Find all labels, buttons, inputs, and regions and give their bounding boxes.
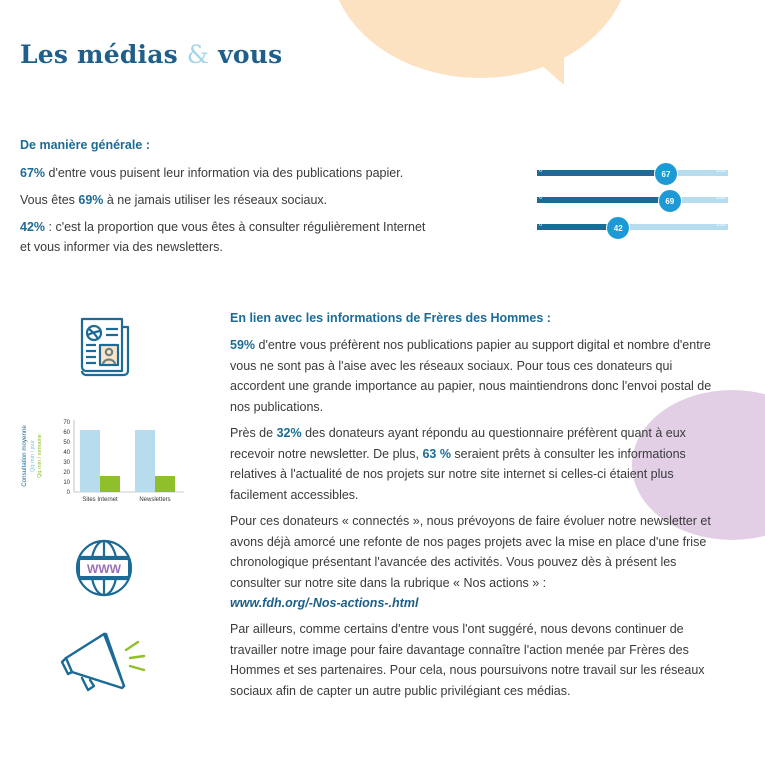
progress-slider <box>537 222 728 233</box>
stat-text: d'entre vous puisent leur information via des publications papier. <box>45 166 404 180</box>
consultation-bar-chart <box>18 412 188 512</box>
stat-number: 42% <box>20 220 46 234</box>
fdh-p2-number-2: 63 % <box>422 446 451 461</box>
bar-weekly <box>155 476 175 492</box>
slider-max-label: 100 <box>715 195 726 201</box>
slider-knob: 69 <box>658 189 682 213</box>
title-part-2: vous <box>218 40 283 69</box>
y-tick-label: 50 <box>63 440 70 446</box>
category-label: Sites Internet <box>82 497 118 503</box>
stat-text: à ne jamais utiliser les réseaux sociaux. <box>103 193 328 207</box>
y-tick-label: 10 <box>63 480 70 486</box>
stat-number: 67% <box>20 166 46 180</box>
chart-categories <box>82 497 170 503</box>
megaphone-icon <box>58 628 150 694</box>
www-globe-icon <box>73 537 135 599</box>
title-ampersand: & <box>186 40 210 69</box>
fdh-paragraph-2 <box>230 423 726 505</box>
chart-bars <box>80 430 175 492</box>
stat-text: : c'est la proportion que vous êtes à consulter régulièrement Internet <box>45 220 426 234</box>
y-tick-label: 30 <box>63 460 70 466</box>
slider-knob: 42 <box>606 216 630 240</box>
fdh-p3-text: Pour ces donateurs « connectés », nous prévoyons de faire évoluer notre newsletter et avons déjà amorcé une refonte de nos pages projets avec la mise en place d'une frise chronologique présentant l'avancée des activités. Vous pouvez dès à présent les consulter sur notre site dans la rubrique « Nos actions » : <box>230 514 711 590</box>
title-part-1: Les médias <box>20 40 178 69</box>
stat-line-2 <box>20 189 327 211</box>
fdh-p2-number-1: 32% <box>276 426 302 440</box>
slider-min-label: 0 <box>539 168 543 174</box>
slider-max-label: 100 <box>715 168 726 174</box>
y-tick-label: 60 <box>63 430 70 436</box>
newspaper-icon <box>72 313 136 379</box>
legend-entry-series-2b: Qq min / semaine <box>37 434 43 478</box>
chart-ticks <box>63 420 70 496</box>
y-tick-label: 0 <box>66 490 70 496</box>
speech-bubble-decoration-top <box>330 0 630 78</box>
fdh-p2-b: des donateurs ayant répondu au questionnaire préfèrent quant à eux recevoir notre newsletter. De plus, <box>230 426 686 461</box>
general-heading: De manière générale : <box>20 138 150 152</box>
stat-number: 69% <box>78 193 104 207</box>
bar-daily <box>135 430 155 492</box>
www-label: WWW <box>87 562 121 576</box>
slider-min-label: 0 <box>539 222 543 228</box>
slider-fill <box>537 170 665 176</box>
bar-daily <box>80 430 100 492</box>
slider-fill <box>537 224 617 230</box>
fdh-heading: En lien avec les informations de Frères des Hommes : <box>230 311 551 325</box>
fdh-p2-c: seraient prêts à consulter les informations relatives à l'actualité de nos projets sur notre site internet si celles-ci étaient plus facilement accessibles. <box>230 446 686 502</box>
fdh-p1-number: 59% <box>230 338 256 352</box>
nos-actions-link[interactable]: www.fdh.org/-Nos-actions-.html <box>230 596 419 610</box>
category-label: Newsletters <box>139 497 171 503</box>
fdh-paragraph-3 <box>230 511 726 614</box>
slider-knob: 67 <box>654 162 678 186</box>
progress-slider <box>537 168 728 179</box>
stat-line-3 <box>20 216 425 238</box>
speech-bubble-tail-decoration <box>530 55 564 85</box>
slider-max-label: 100 <box>715 222 726 228</box>
fdh-paragraph-1 <box>230 335 726 417</box>
y-tick-label: 20 <box>63 470 70 476</box>
progress-slider <box>537 195 728 206</box>
stat-prefix: Vous êtes <box>20 193 79 207</box>
stat-text: et vous informer via des newsletters. <box>20 240 223 254</box>
fdh-paragraph-4 <box>230 619 726 701</box>
slider-fill <box>537 197 669 203</box>
chart-ylabel: Consultation moyenne <box>21 425 28 487</box>
stat-line-3-continued <box>20 236 223 258</box>
fdh-p1-text: d'entre vous préfèrent nos publications papier au support digital et nombre d'entre vous ne sont pas à l'aise avec les réseaux sociaux. Pour tous ces donateurs qui accordent une grande importance au papier, nous maintiendrons donc l'envoi postal de nos publications. <box>230 338 712 414</box>
fdh-p4-text: Par ailleurs, comme certains d'entre vous l'ont suggéré, nous devons continuer de travailler notre image pour faire davantage connaître l'action menée par Frères des Hommes et ses partenaires. Pour cela, nous poursuivons notre travail sur les réseaux sociaux afin de capter un autre public privilégiant ces médias. <box>230 622 705 698</box>
slider-min-label: 0 <box>539 195 543 201</box>
y-tick-label: 40 <box>63 450 70 456</box>
y-tick-label: 70 <box>63 420 70 426</box>
stat-line-1 <box>20 162 403 184</box>
fdh-p2-a: Près de <box>230 426 277 440</box>
page-title <box>20 40 282 69</box>
legend-entry-series-2: Qq min / jour <box>30 439 36 473</box>
bar-weekly <box>100 476 120 492</box>
